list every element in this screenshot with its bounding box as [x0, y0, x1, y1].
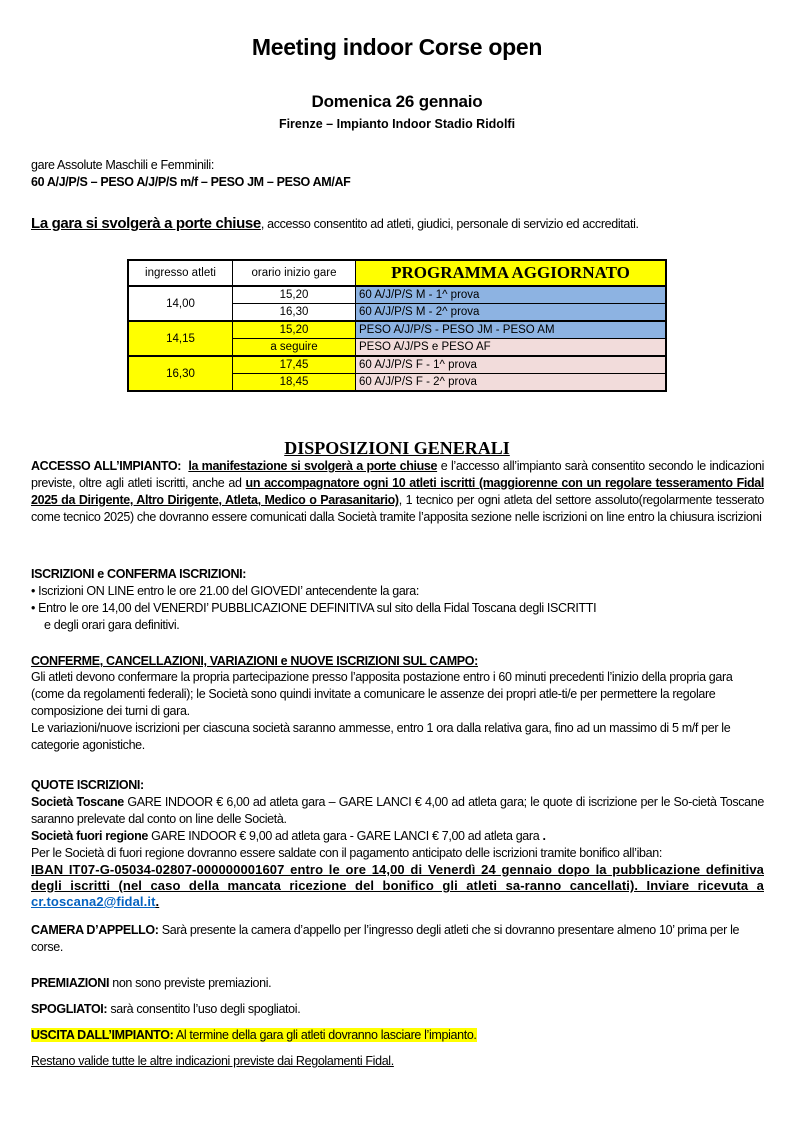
events-list: 60 A/J/P/S – PESO A/J/P/S m/f – PESO JM – PESO AM/AF [31, 175, 351, 189]
awards-text: non sono previste premiazioni. [109, 976, 272, 990]
fees-iban [31, 862, 764, 910]
fees-tuscan [31, 794, 764, 828]
table-row [128, 321, 666, 339]
call-room-text: Sarà presente la camera d’appello per l’ingresso degli atleti che si dovranno presentare almeno 10’ prima per le corse. [31, 923, 740, 954]
page-title: Meeting indoor Corse open [251, 34, 543, 60]
exit-text: Al termine della gara gli atleti dovranno lasciare l’impianto. [173, 1028, 477, 1042]
event-name: PESO A/J/P/S - PESO JM - PESO AM [356, 321, 667, 339]
exit-notice [31, 1027, 477, 1044]
confirmations-p1: Gli atleti devono confermare la propria partecipazione presso l’apposita postazione entro i 60 minuti precedenti l’inizio della propria gara (come da regolamenti federali); le Società sono quindi invitate a comunicare le assenze dei propri atle-ti/e per permettere la regolare composizione dei turni di gara. [31, 670, 733, 718]
awards [31, 975, 271, 992]
entry-time: 14,15 [128, 321, 233, 356]
schedule-header-row [128, 260, 666, 286]
event-venue: Firenze – Impianto Indoor Stadio Ridolfi [278, 117, 516, 131]
changing-rooms-text: sarà consentito l’uso degli spogliatoi. [107, 1002, 301, 1016]
access-label: ACCESSO ALL’IMPIANTO: [31, 459, 182, 473]
schedule-table [127, 259, 667, 392]
header-entry: ingresso atleti [128, 260, 233, 286]
fees-payment: Per le Società di fuori regione dovranno essere saldate con il pagamento anticipato delle iscrizioni tramite bonifico all’iban: [31, 846, 662, 860]
table-row [128, 356, 666, 374]
registration-bullet-2: • Entro le ore 14,00 del VENERDI’ PUBBLICAZIONE DEFINITIVA sul sito della Fidal Toscana degli ISCRITTI [31, 601, 597, 615]
event-date: Domenica 26 gennaio [311, 92, 483, 111]
event-name: 60 A/J/P/S M - 2^ prova [356, 304, 667, 322]
event-name: PESO A/J/PS e PESO AF [356, 339, 667, 357]
fees-tuscan-label: Società Toscane [31, 795, 124, 809]
header-start-time: orario inizio gare [233, 260, 356, 286]
start-time: 15,20 [233, 321, 356, 339]
footer-note: Restano valide tutte le altre indicazioni previste dai Regolamenti Fidal. [31, 1054, 394, 1068]
call-room [31, 922, 764, 956]
access-text-1: e l’accesso all’impianto sarà consentito secondo le indicazioni previste, oltre agli atleti iscritti, anche ad [31, 459, 765, 490]
fees-heading: QUOTE ISCRIZIONI: [31, 778, 144, 792]
fees-outside-text: GARE INDOOR € 9,00 ad atleta gara - GARE LANCI € 7,00 ad atleta gara [147, 829, 543, 843]
fees-tuscan-text: GARE INDOOR € 6,00 ad atleta gara – GARE LANCI € 4,00 ad atleta gara; le quote di iscrizione per le So-cietà Toscane saranno prelevate dal conto on line delle Società. [31, 795, 764, 826]
changing-rooms-label: SPOGLIATOI: [31, 1002, 108, 1016]
start-time: 18,45 [233, 374, 356, 392]
start-time: 15,20 [233, 286, 356, 304]
fees-outside-end: . [542, 829, 546, 843]
closed-doors-emphasis: La gara si svolgerà a porte chiuse [31, 215, 261, 232]
fees-outside-label: Società fuori regione [31, 829, 148, 843]
email-link[interactable]: cr.toscana2@fidal.it [31, 894, 156, 909]
closed-doors-notice [31, 215, 639, 232]
table-row [128, 286, 666, 304]
start-time: 17,45 [233, 356, 356, 374]
access-companion-rule: un accompagnatore ogni 10 atleti iscritti (maggiorenne con un regolare tesseramento Fidal 2025 da Dirigente, Altro Dirigente, Atleta, Medico o Parasanitario) [31, 476, 765, 507]
iban-end: . [155, 894, 160, 909]
event-name: 60 A/J/P/S F - 1^ prova [356, 356, 667, 374]
exit-label: USCITA DALL’IMPIANTO: [31, 1028, 174, 1042]
bullet-text: Entro le ore 14,00 del VENERDI’ PUBBLICAZIONE DEFINITIVA sul sito della Fidal Toscana degli ISCRITTI [38, 601, 597, 615]
registration-heading: ISCRIZIONI e CONFERMA ISCRIZIONI: [31, 567, 247, 581]
bullet-text: Iscrizioni ON LINE entro le ore 21.00 del GIOVEDI’ antecendente la gara: [38, 584, 419, 598]
changing-rooms [31, 1001, 300, 1018]
event-name: 60 A/J/P/S F - 2^ prova [356, 374, 667, 392]
call-room-label: CAMERA D’APPELLO: [31, 923, 159, 937]
confirmations-p2: Le variazioni/nuove iscrizioni per ciascuna società saranno ammesse, entro 1 ora dalla relativa gara, fino ad un massimo di 5 m/f per le categorie agonistiche. [31, 721, 731, 752]
confirmations-heading: CONFERME, CANCELLAZIONI, VARIAZIONI e NUOVE ISCRIZIONI SUL CAMPO: [31, 654, 478, 668]
registration-continuation: e degli orari gara definitivi. [44, 618, 180, 632]
events-intro: gare Assolute Maschili e Femminili: [31, 158, 214, 172]
iban-text: IBAN IT07-G-05034-02807-000000001607 entro le ore 14,00 di Venerdì 24 gennaio dopo la pubblicazione definitiva degli iscritti (nel caso della mancata ricezione del bonifico gli atleti sa-ranno cancellati). Inviare ricevuta a [31, 862, 764, 893]
access-closed-doors: la manifestazione si svolgerà a porte chiuse [188, 459, 438, 473]
access-section [31, 458, 764, 526]
start-time: a seguire [233, 339, 356, 357]
start-time: 16,30 [233, 304, 356, 322]
header-program: PROGRAMMA AGGIORNATO [356, 260, 667, 286]
general-heading: DISPOSIZIONI GENERALI [284, 438, 510, 458]
entry-time: 14,00 [128, 286, 233, 321]
closed-doors-text: , accesso consentito ad atleti, giudici, personale di servizio ed accreditati. [260, 217, 639, 231]
registration-bullet-1: • Iscrizioni ON LINE entro le ore 21.00 del GIOVEDI’ antecendente la gara: [31, 584, 419, 598]
entry-time: 16,30 [128, 356, 233, 391]
event-name: 60 A/J/P/S M - 1^ prova [356, 286, 667, 304]
fees-outside [31, 828, 764, 845]
awards-label: PREMIAZIONI [31, 976, 110, 990]
access-text-2: , 1 tecnico per ogni atleta del settore assoluto(regolarmente tesserato come tecnico 2025) che dovranno essere comunicati dalla Società tramite l’apposita sezione nelle iscrizioni on line entro la chiusura iscrizioni [31, 493, 764, 524]
